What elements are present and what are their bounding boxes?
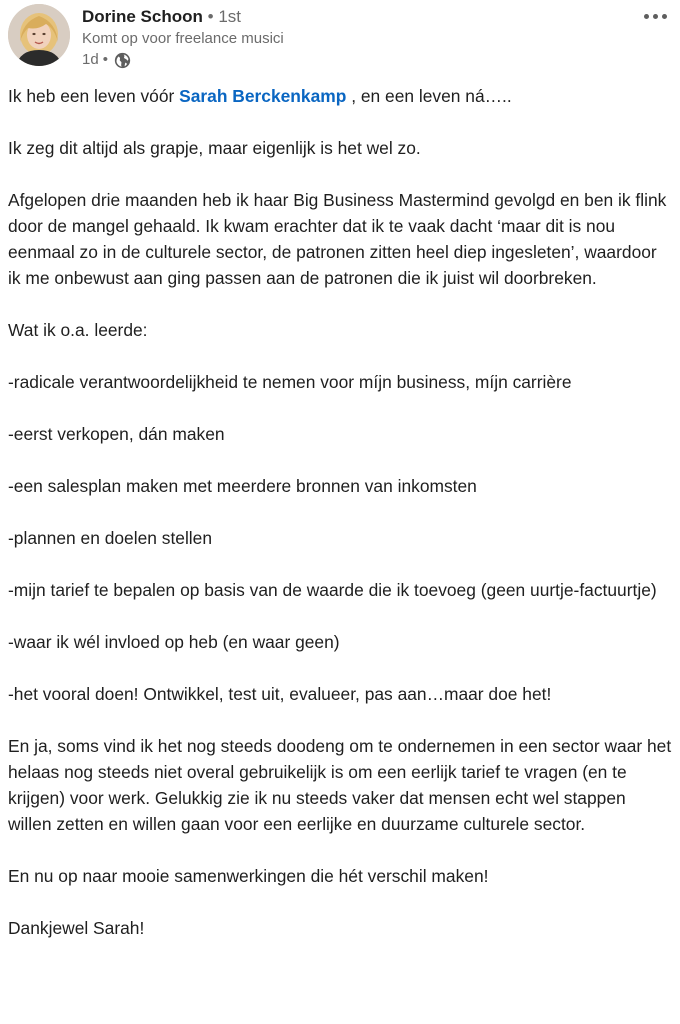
author-name[interactable]: Dorine Schoon [82, 7, 203, 26]
list-item: -radicale verantwoordelijkheid te nemen voor míjn business, míjn carrière [8, 372, 572, 392]
post-paragraph: Wat ik o.a. leerde: [8, 320, 148, 340]
post-paragraph: Afgelopen drie maanden heb ik haar Big Business Mastermind gevolgd en ben ik flink door de mangel gehaald. Ik kwam erachter dat ik te vaak dacht ‘maar dit is nou eenmaal zo in de culturele sector, de patronen zitten heel diep ingesleten’, waardoor ik me onbewust aan ging passen aan de patronen die ik juist wil doorbreken. [8, 190, 667, 288]
author-name-line [82, 6, 284, 28]
intro-text-after: , en een leven ná….. [346, 86, 512, 106]
post-paragraph: En ja, soms vind ik het nog steeds doodeng om te ondernemen in een sector waar het helaas nog steeds niet overal gebruikelijk is om een eerlijk tarief te vragen (en te krijgen) voor werk. Gelukkig zie ik nu steeds vaker dat mensen echt wel stappen willen zetten en willen gaan voor een eerlijke en duurzame culturele sector. [8, 736, 672, 834]
post-header [8, 4, 672, 70]
post-time: 1d [82, 51, 99, 68]
meta-separator: • [102, 51, 108, 68]
more-horizontal-icon [662, 14, 667, 19]
post-paragraph: Ik zeg dit altijd als grapje, maar eigenlijk is het wel zo. [8, 138, 421, 158]
post-meta [82, 50, 284, 70]
list-item: -plannen en doelen stellen [8, 528, 213, 548]
more-options-button[interactable] [640, 6, 670, 26]
list-item: -waar ik wél invloed op heb (en waar geen) [8, 632, 340, 652]
list-item: -het vooral doen! Ontwikkel, test uit, evalueer, pas aan…maar doe het! [8, 684, 552, 704]
post-paragraph: En nu op naar mooie samenwerkingen die hét verschil maken! [8, 866, 489, 886]
mention-link[interactable]: Sarah Berckenkamp [179, 86, 347, 106]
author-headline: Komt op voor freelance musici [82, 30, 284, 47]
intro-text-before: Ik heb een leven vóór [8, 86, 180, 106]
post-body [8, 83, 672, 967]
name-separator: • [207, 7, 214, 26]
post-paragraph [8, 83, 672, 109]
list-item: -eerst verkopen, dán maken [8, 424, 225, 444]
author-info [82, 6, 284, 70]
connection-degree: 1st [218, 7, 242, 26]
list-item: -een salesplan maken met meerdere bronnen van inkomsten [8, 476, 477, 496]
globe-icon [114, 52, 131, 69]
post-paragraph: Dankjewel Sarah! [8, 918, 145, 938]
more-horizontal-icon [653, 14, 658, 19]
avatar[interactable] [8, 4, 70, 66]
avatar-photo [8, 4, 70, 66]
more-horizontal-icon [644, 14, 649, 19]
list-item: -mijn tarief te bepalen op basis van de waarde die ik toevoeg (geen uurtje-factuurtje) [8, 580, 657, 600]
